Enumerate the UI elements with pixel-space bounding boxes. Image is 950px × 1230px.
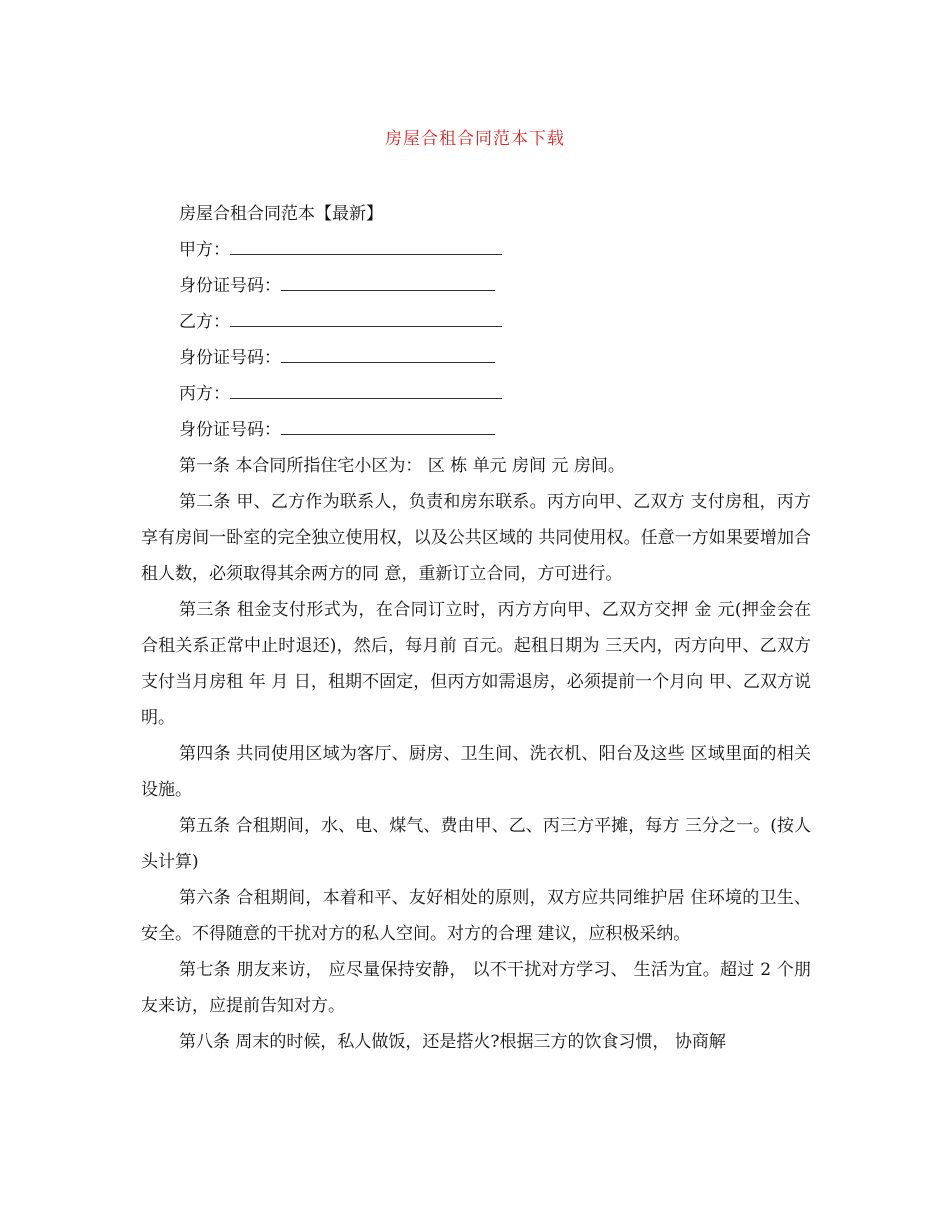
party-row-jia xyxy=(141,232,811,268)
clause-7: 第七条 朋友来访， 应尽量保持安静， 以不干扰对方学习、 生活为宜。超过 2 个朋友来访，应提前告知对方。 xyxy=(141,960,811,1016)
party-label: 丙方： xyxy=(179,384,230,404)
id-number-row-jia xyxy=(141,268,811,304)
party-row-yi xyxy=(141,304,811,340)
signature-blank xyxy=(230,384,502,399)
id-number-blank xyxy=(281,348,495,363)
signature-blank xyxy=(230,240,502,255)
document-title: 房屋合租合同范本下载 xyxy=(385,129,565,149)
clause-3: 第三条 租金支付形式为，在合同订立时，丙方方向甲、乙双方交押 金 元(押金会在合租关系正常中止时退还)，然后，每月前 百元。起租日期为 三天内，丙方向甲、乙双方支付当月房租 年 月 日，租期不固定，但丙方如需退房，必须提前一个月向 甲、乙双方说明。 xyxy=(141,600,811,728)
document-body xyxy=(141,196,811,1060)
clause-2: 第二条 甲、乙方作为联系人，负责和房东联系。丙方向甲、乙双方 支付房租，丙方享有房间一卧室的完全独立使用权，以及公共区域的 共同使用权。任意一方如果要增加合租人数，必须取得其余两方的同 意，重新订立合同，方可进行。 xyxy=(141,492,811,584)
id-number-row-bing xyxy=(141,412,811,448)
party-label: 乙方： xyxy=(179,312,230,332)
clause-6: 第六条 合租期间，本着和平、友好相处的原则，双方应共同维护居 住环境的卫生、安全。不得随意的干扰对方的私人空间。对方的合理 建议，应积极采纳。 xyxy=(141,888,811,944)
party-row-bing xyxy=(141,376,811,412)
party-label: 甲方： xyxy=(179,240,230,260)
document-subtitle: 房屋合租合同范本【最新】 xyxy=(179,204,383,224)
clause-1: 第一条 本合同所指住宅小区为： 区 栋 单元 房间 元 房间。 xyxy=(179,456,625,476)
clause-4: 第四条 共同使用区域为客厅、厨房、卫生间、洗衣机、阳台及这些 区域里面的相关设施。 xyxy=(141,744,811,800)
id-number-row-yi xyxy=(141,340,811,376)
party-label: 身份证号码： xyxy=(179,276,281,296)
party-label: 身份证号码： xyxy=(179,348,281,368)
clause-8: 第八条 周末的时候，私人做饭，还是搭火?根据三方的饮食习惯， 协商解 xyxy=(179,1032,726,1052)
party-label: 身份证号码： xyxy=(179,420,281,440)
clause-5: 第五条 合租期间，水、电、煤气、费由甲、乙、丙三方平摊，每方 三分之一。(按人头计算) xyxy=(141,816,811,872)
id-number-blank xyxy=(281,276,495,291)
signature-blank xyxy=(230,312,502,327)
id-number-blank xyxy=(281,420,495,435)
